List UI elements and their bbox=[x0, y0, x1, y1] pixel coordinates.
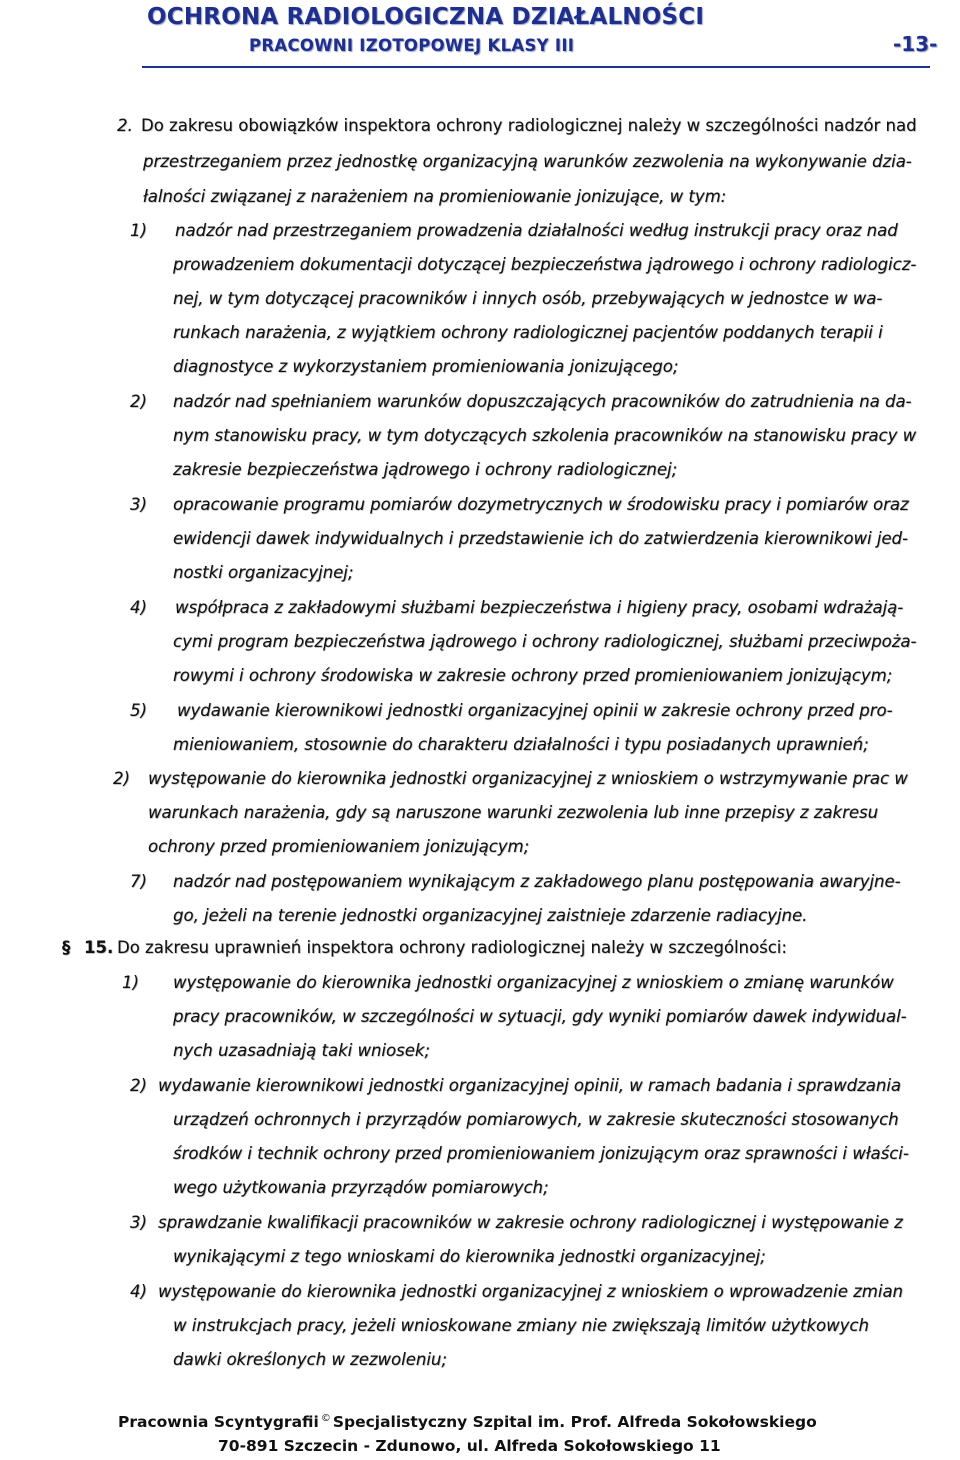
list-item-line: środków i technik ochrony przed promieniowaniem jonizującym oraz sprawności i właści- bbox=[173, 1144, 909, 1163]
list-item-line: warunkach narażenia, gdy są naruszone warunki zezwolenia lub inne przepisy z zakresu bbox=[148, 803, 879, 822]
list-item-line: nym stanowisku pracy, w tym dotyczących szkolenia pracowników na stanowisku pracy w bbox=[173, 426, 917, 445]
list-item-line: opracowanie programu pomiarów dozymetrycznych w środowisku pracy i pomiarów oraz bbox=[173, 495, 909, 514]
list-item-number: 2) bbox=[130, 392, 147, 411]
list-item-number: 1) bbox=[130, 221, 147, 240]
list-item-line: runkach narażenia, z wyjątkiem ochrony radiologicznej pacjentów poddanych terapii i bbox=[173, 323, 883, 342]
list-item-line: wynikającymi z tego wnioskami do kierownika jednostki organizacyjnej; bbox=[173, 1247, 766, 1266]
paragraph-number: 2. bbox=[117, 116, 133, 135]
footer-department: Pracownia Scyntygrafii bbox=[118, 1413, 319, 1432]
section-number bbox=[84, 937, 113, 959]
header-divider bbox=[142, 66, 930, 68]
list-item-line: nadzór nad przestrzeganiem prowadzenia działalności według instrukcji pracy oraz nad bbox=[175, 221, 898, 240]
list-item-line: urządzeń ochronnych i przyrządów pomiarowych, w zakresie skuteczności stosowanych bbox=[173, 1110, 899, 1129]
list-item-line: cymi program bezpieczeństwa jądrowego i ochrony radiologicznej, służbami przeciwpoża- bbox=[173, 632, 917, 651]
list-item-number: 2) bbox=[113, 769, 130, 788]
list-item-line: mieniowaniem, stosownie do charakteru działalności i typu posiadanych uprawnień; bbox=[173, 735, 869, 754]
list-item-line: rowymi i ochrony środowiska w zakresie ochrony przed promieniowaniem jonizującym; bbox=[173, 666, 893, 685]
page-number: -13- bbox=[893, 32, 938, 56]
footer-hospital: Specjalistyczny Szpital im. Prof. Alfreda Sokołowskiego bbox=[332, 1413, 817, 1432]
list-item-line: dawki określonych w zezwoleniu; bbox=[173, 1350, 447, 1369]
section-sign-glyph: § bbox=[62, 938, 71, 957]
list-item-line: pracy pracowników, w szczególności w sytuacji, gdy wyniki pomiarów dawek indywidual- bbox=[173, 1007, 907, 1026]
header-subtitle: PRACOWNI IZOTOPOWEJ KLASY III bbox=[249, 36, 575, 55]
header-title: OCHRONA RADIOLOGICZNA DZIAŁALNOŚCI bbox=[147, 4, 705, 30]
list-item-line: go, jeżeli na terenie jednostki organizacyjnej zaistnieje zdarzenie radiacyjne. bbox=[173, 906, 808, 925]
list-item-line: wydawanie kierownikowi jednostki organizacyjnej opinii, w ramach badania i sprawdzania bbox=[158, 1076, 902, 1095]
section-intro: Do zakresu uprawnień inspektora ochrony radiologicznej należy w szczególności: bbox=[117, 938, 787, 957]
list-item-line: występowanie do kierownika jednostki organizacyjnej z wnioskiem o zmianę warunków bbox=[173, 973, 894, 992]
list-item-line: występowanie do kierownika jednostki organizacyjnej z wnioskiem o wprowadzenie zmian bbox=[158, 1282, 904, 1301]
section-number-text: 15. bbox=[84, 938, 114, 957]
paragraph-line: przestrzeganiem przez jednostkę organizacyjną warunków zezwolenia na wykonywanie dzia- bbox=[143, 152, 912, 171]
list-item-line: zakresie bezpieczeństwa jądrowego i ochrony radiologicznej; bbox=[173, 460, 678, 479]
list-item-number: 4) bbox=[130, 598, 147, 617]
list-item-line: współpraca z zakładowymi służbami bezpieczeństwa i higieny pracy, osobami wdrażają- bbox=[175, 598, 904, 617]
list-item-line: sprawdzanie kwalifikacji pracowników w zakresie ochrony radiologicznej i występowanie z bbox=[158, 1213, 903, 1232]
page-header bbox=[0, 0, 960, 72]
list-item-number: 3) bbox=[130, 1213, 147, 1232]
list-item-line: występowanie do kierownika jednostki organizacyjnej z wnioskiem o wstrzymywanie prac w bbox=[148, 769, 908, 788]
list-item-line: nej, w tym dotyczącej pracowników i innych osób, przebywających w jednostce w wa- bbox=[173, 289, 883, 308]
list-item-line: wego użytkowania przyrządów pomiarowych; bbox=[173, 1178, 549, 1197]
list-item-number: 2) bbox=[130, 1076, 147, 1095]
list-item-line: nostki organizacyjnej; bbox=[173, 563, 354, 582]
list-item-line: prowadzeniem dokumentacji dotyczącej bezpieczeństwa jądrowego i ochrony radiologicz- bbox=[173, 255, 917, 274]
list-item-line: ewidencji dawek indywidualnych i przedstawienie ich do zatwierdzenia kierownikowi jed- bbox=[173, 529, 908, 548]
list-item-line: w instrukcjach pracy, jeżeli wnioskowane zmiany nie zwiększają limitów użytkowych bbox=[173, 1316, 869, 1335]
list-item-number: 7) bbox=[130, 872, 147, 891]
section-sign bbox=[62, 937, 70, 959]
list-item-line: diagnostyce z wykorzystaniem promieniowania jonizującego; bbox=[173, 357, 679, 376]
list-item-number: 1) bbox=[122, 973, 139, 992]
footer-line-1 bbox=[118, 1413, 817, 1431]
footer-address: 70-891 Szczecin - Zdunowo, ul. Alfreda Sokołowskiego 11 bbox=[218, 1437, 721, 1455]
list-item-line: nadzór nad postępowaniem wynikającym z zakładowego planu postępowania awaryjne- bbox=[173, 872, 901, 891]
list-item-number: 4) bbox=[130, 1282, 147, 1301]
list-item-line: ochrony przed promieniowaniem jonizującym; bbox=[148, 837, 530, 856]
list-item-number: 3) bbox=[130, 495, 147, 514]
list-item-line: wydawanie kierownikowi jednostki organizacyjnej opinii w zakresie ochrony przed pro- bbox=[177, 701, 893, 720]
list-item-line: nadzór nad spełnianiem warunków dopuszczających pracowników do zatrudnienia na da- bbox=[173, 392, 912, 411]
copyright-icon: © bbox=[320, 1413, 331, 1424]
list-item-line: nych uzasadniają taki wniosek; bbox=[173, 1041, 430, 1060]
paragraph-line: łalności związanej z narażeniem na promieniowanie jonizujące, w tym: bbox=[143, 187, 727, 206]
paragraph-line: Do zakresu obowiązków inspektora ochrony radiologicznej należy w szczególności nadzór nad bbox=[141, 116, 917, 135]
list-item-number: 5) bbox=[130, 701, 147, 720]
